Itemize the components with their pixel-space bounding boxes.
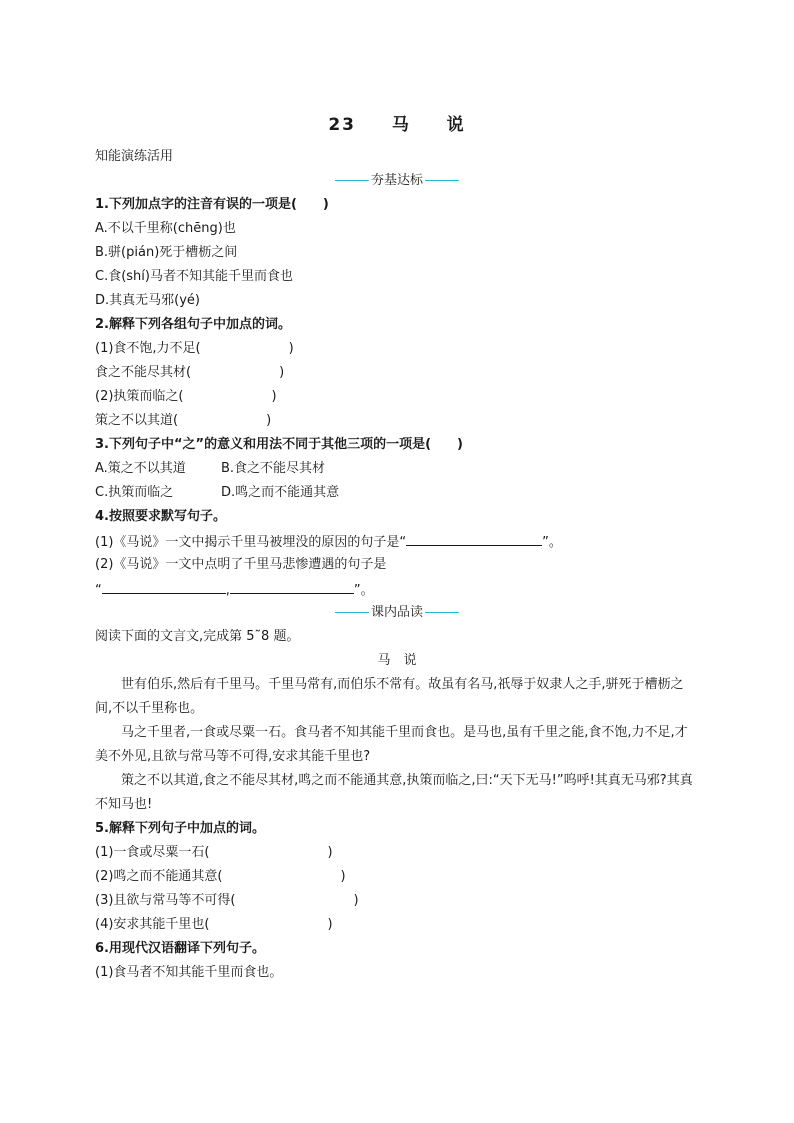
fill-blank[interactable] xyxy=(406,532,542,546)
question-3-stem: 3.下列句子中“之”的意义和用法不同于其他三项的一项是( ) xyxy=(95,437,463,452)
section-rule-left xyxy=(335,612,369,613)
title-char-1: 马 xyxy=(391,115,411,135)
question-6-stem: 6.用现代汉语翻译下列句子。 xyxy=(95,941,265,956)
question-3-options-row-1 xyxy=(95,460,325,478)
close-paren: ) xyxy=(288,341,294,356)
question-4-stem: 4.按照要求默写句子。 xyxy=(95,509,226,524)
item-text: (1)食不饱,力不足( xyxy=(95,341,201,356)
question-5-stem: 5.解释下列句子中加点的词。 xyxy=(95,821,265,836)
section-title: 课内品读 xyxy=(370,605,423,620)
title-char-2: 说 xyxy=(446,115,466,135)
question-4-item-2-blanks xyxy=(95,580,374,600)
question-3-option-b: B.食之不能尽其材 xyxy=(221,461,326,476)
question-5-item xyxy=(95,892,359,910)
question-6-item-1: (1)食马者不知其能千里而食也。 xyxy=(95,965,283,980)
question-5-item xyxy=(95,844,333,862)
reading-paragraph-3: 策之不以其道,食之不能尽其材,鸣之而不能通其意,执策而临之,曰:“天下无马!”呜呼!其真无马邪?其真不知马也! xyxy=(95,773,693,812)
fill-blank[interactable] xyxy=(102,580,226,594)
close-paren: ) xyxy=(327,917,333,932)
question-3-options-row-2 xyxy=(95,484,339,502)
question-3-option-d: D.鸣之而不能通其意 xyxy=(221,485,340,500)
reading-paragraph-1: 世有伯乐,然后有千里马。千里马常有,而伯乐不常有。故虽有名马,祇辱于奴隶人之手,骈死于槽枥之间,不以千里称也。 xyxy=(95,677,684,716)
section-rule-right xyxy=(425,612,459,613)
question-2-item xyxy=(95,412,271,430)
close-paren: ) xyxy=(340,869,346,884)
section-header-reading xyxy=(0,604,794,622)
question-1-option-b: B.骈(pián)死于槽枥之间 xyxy=(95,245,238,260)
header-label: 知能演练活用 xyxy=(95,149,174,164)
close-paren: ) xyxy=(279,365,285,380)
section-header-basic xyxy=(0,172,794,190)
item-text: 食之不能尽其材( xyxy=(95,365,192,380)
question-2-item xyxy=(95,340,294,358)
question-1-option-c: C.食(shí)马者不知其能千里而食也 xyxy=(95,269,293,284)
comma: , xyxy=(225,583,230,598)
reading-intro: 阅读下面的文言文,完成第 5˜8 题。 xyxy=(95,629,300,644)
question-1-stem: 1.下列加点字的注音有误的一项是( ) xyxy=(95,197,329,212)
item-text: (3)且欲与常马等不可得( xyxy=(95,893,236,908)
question-3-option-c: C.执策而临之 xyxy=(95,485,174,500)
lesson-number: 23 xyxy=(328,115,356,135)
item-text: (2)执策而临之( xyxy=(95,389,184,404)
question-5-item xyxy=(95,916,333,934)
item-text: 策之不以其道( xyxy=(95,413,179,428)
item-text: (2)鸣之而不能通其意( xyxy=(95,869,223,884)
question-2-item xyxy=(95,388,277,406)
close-paren: ) xyxy=(327,845,333,860)
close-paren: ) xyxy=(266,413,272,428)
open-quote: “ xyxy=(95,583,102,598)
fill-blank[interactable] xyxy=(230,580,354,594)
item-end: ”。 xyxy=(353,583,374,598)
item-text: (1)《马说》一文中揭示千里马被埋没的原因的句子是“ xyxy=(95,535,407,550)
item-end: ”。 xyxy=(542,535,562,550)
question-3-option-a: A.策之不以其道 xyxy=(95,461,186,476)
question-2-stem: 2.解释下列各组句子中加点的词。 xyxy=(95,317,291,332)
reading-heading: 马 说 xyxy=(377,653,417,668)
section-rule-right xyxy=(425,180,459,181)
section-rule-left xyxy=(335,180,369,181)
question-2-item xyxy=(95,364,284,382)
close-paren: ) xyxy=(271,389,277,404)
close-paren: ) xyxy=(353,893,359,908)
reading-paragraph-2: 马之千里者,一食或尽粟一石。食马者不知其能千里而食也。是马也,虽有千里之能,食不饱,力不足,才美不外见,且欲与常马等不可得,安求其能千里也? xyxy=(95,725,688,764)
item-text: (4)安求其能千里也( xyxy=(95,917,210,932)
section-title: 夯基达标 xyxy=(370,173,423,188)
question-1-option-d: D.其真无马邪(yé) xyxy=(95,293,200,308)
page-title xyxy=(0,110,794,135)
question-4-item-2: (2)《马说》一文中点明了千里马悲惨遭遇的句子是 xyxy=(95,557,387,572)
item-text: (1)一食或尽粟一石( xyxy=(95,845,210,860)
question-5-item xyxy=(95,868,346,886)
question-1-option-a: A.不以千里称(chēng)也 xyxy=(95,221,236,236)
question-4-item-1 xyxy=(95,532,562,552)
